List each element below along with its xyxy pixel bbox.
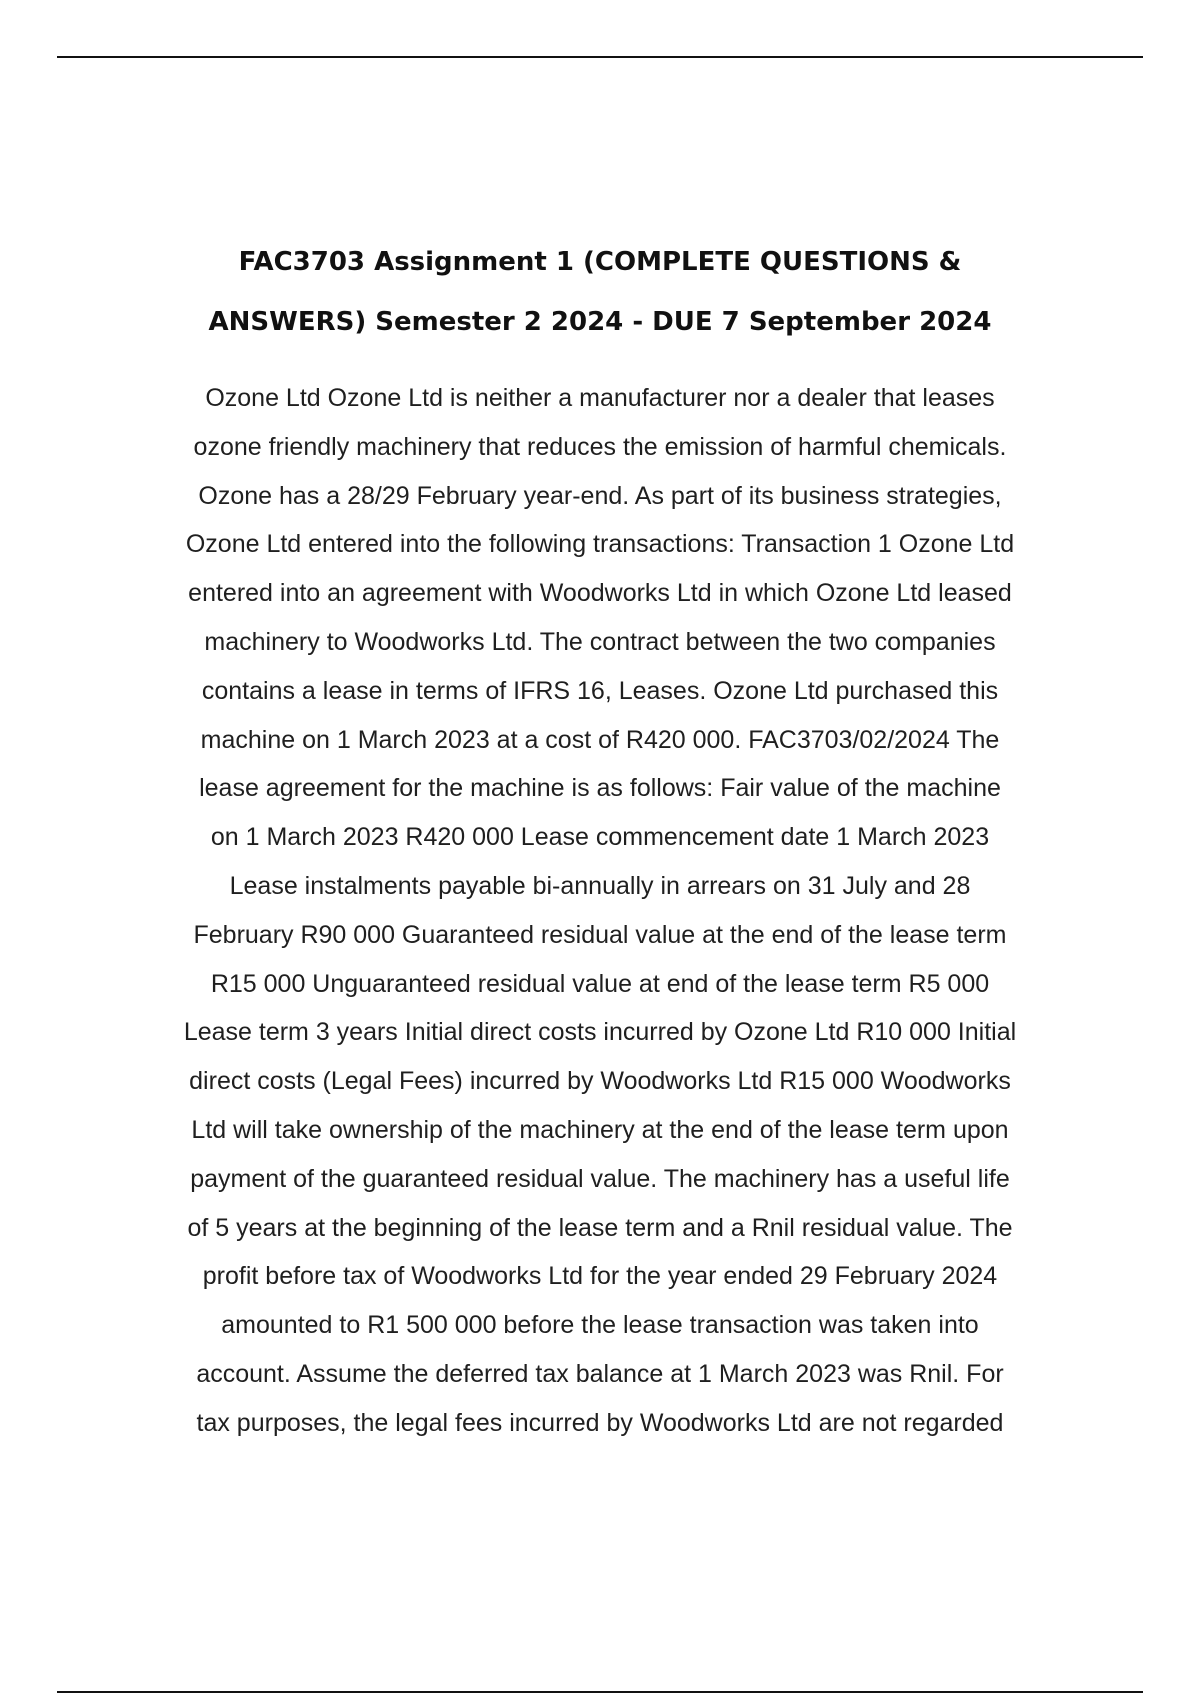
- body-line: Ozone Ltd entered into the following transactions: Transaction 1 Ozone Ltd: [185, 530, 1015, 559]
- body-line: machine on 1 March 2023 at a cost of R420 000. FAC3703/02/2024 The: [200, 725, 1000, 754]
- title-line: FAC3703 Assignment 1 (COMPLETE QUESTIONS &: [238, 247, 962, 277]
- title-line: ANSWERS) Semester 2 2024 - DUE 7 September 2024: [208, 307, 992, 337]
- document-body: [100, 374, 1100, 1448]
- body-line: amounted to R1 500 000 before the lease transaction was taken into: [221, 1311, 979, 1340]
- body-line: payment of the guaranteed residual value. The machinery has a useful life: [190, 1164, 1010, 1193]
- body-line: lease agreement for the machine is as follows: Fair value of the machine: [199, 774, 1001, 803]
- bottom-divider: [57, 1691, 1143, 1693]
- body-line: ozone friendly machinery that reduces the emission of harmful chemicals.: [193, 432, 1007, 461]
- body-line: R15 000 Unguaranteed residual value at end of the lease term R5 000: [210, 969, 990, 998]
- body-line: profit before tax of Woodworks Ltd for the year ended 29 February 2024: [202, 1262, 998, 1291]
- body-line: on 1 March 2023 R420 000 Lease commencement date 1 March 2023: [210, 823, 990, 852]
- body-line: machinery to Woodworks Ltd. The contract between the two companies: [204, 627, 996, 656]
- body-line: Ltd will take ownership of the machinery at the end of the lease term upon: [191, 1115, 1009, 1144]
- body-line: direct costs (Legal Fees) incurred by Woodworks Ltd R15 000 Woodworks: [189, 1067, 1011, 1096]
- body-line: Lease term 3 years Initial direct costs incurred by Ozone Ltd R10 000 Initial: [183, 1018, 1017, 1047]
- body-line: Ozone has a 28/29 February year-end. As part of its business strategies,: [198, 481, 1002, 510]
- body-line: account. Assume the deferred tax balance at 1 March 2023 was Rnil. For: [196, 1359, 1004, 1388]
- body-line: Lease instalments payable bi-annually in arrears on 31 July and 28: [229, 871, 971, 900]
- top-divider: [57, 56, 1143, 58]
- body-line: tax purposes, the legal fees incurred by Woodworks Ltd are not regarded: [196, 1408, 1004, 1437]
- body-line: contains a lease in terms of IFRS 16, Leases. Ozone Ltd purchased this: [201, 676, 999, 705]
- body-line: February R90 000 Guaranteed residual value at the end of the lease term: [193, 920, 1007, 949]
- body-line: entered into an agreement with Woodworks Ltd in which Ozone Ltd leased: [188, 579, 1012, 608]
- document-title: [100, 232, 1100, 352]
- body-line: Ozone Ltd Ozone Ltd is neither a manufacturer nor a dealer that leases: [205, 384, 995, 412]
- body-line: of 5 years at the beginning of the lease term and a Rnil residual value. The: [187, 1213, 1013, 1242]
